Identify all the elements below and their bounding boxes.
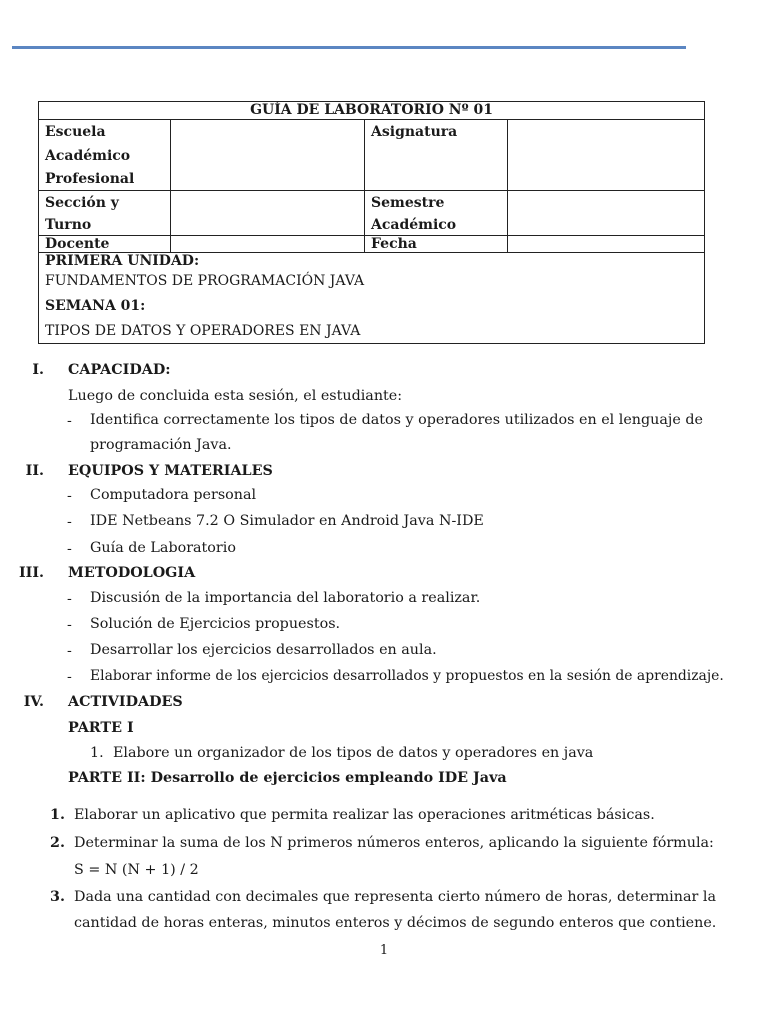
- semestre-value: [508, 191, 705, 236]
- metodologia-item: Desarrollar los ejercicios desarrollados en aula.: [90, 642, 437, 658]
- equipos-item: Computadora personal: [90, 487, 257, 503]
- bullet-dash: -: [67, 413, 72, 429]
- exercise-text: Determinar la suma de los N primeros números enteros, aplicando la siguiente fórmula:: [74, 835, 714, 851]
- unidad-value: FUNDAMENTOS DE PROGRAMACIÓN JAVA: [45, 273, 365, 289]
- semana-label: SEMANA 01:: [45, 298, 146, 314]
- exercise-number: 2.: [50, 835, 65, 851]
- capacidad-item: Identifica correctamente los tipos de datos y operadores utilizados en el lenguaje de: [90, 412, 703, 428]
- lab-guide-header-table: [38, 101, 705, 344]
- section-number: III.: [18, 565, 44, 581]
- parte-1-title: PARTE I: [68, 720, 134, 736]
- seccion-label-line1: Sección y: [45, 195, 119, 211]
- section-title-capacidad: CAPACIDAD:: [68, 362, 171, 378]
- page-number: 1: [379, 943, 389, 958]
- bullet-dash: -: [67, 617, 72, 633]
- exercise-text: Elaborar un aplicativo que permita realizar las operaciones aritméticas básicas.: [74, 807, 655, 823]
- semestre-label-line1: Semestre: [371, 195, 445, 211]
- table-title: GUÍA DE LABORATORIO Nº 01: [39, 102, 705, 120]
- exercise-text-cont: cantidad de horas enteras, minutos enteros y décimos de segundo enteros que contiene.: [74, 915, 717, 931]
- asignatura-label: Asignatura: [365, 120, 508, 191]
- docente-label: Docente: [39, 236, 171, 253]
- section-number: II.: [25, 463, 44, 479]
- exercise-number: 1.: [50, 807, 65, 823]
- semana-value: TIPOS DE DATOS Y OPERADORES EN JAVA: [45, 323, 361, 339]
- bullet-dash: -: [67, 591, 72, 607]
- section-number: I.: [32, 362, 44, 378]
- fecha-value: [508, 236, 705, 253]
- exercise-formula: S = N (N + 1) / 2: [74, 862, 199, 878]
- escuela-label-line1: Escuela: [45, 124, 106, 140]
- escuela-label-line3: Profesional: [45, 171, 135, 187]
- semestre-label-line2: Académico: [371, 217, 457, 233]
- unidad-label: PRIMERA UNIDAD:: [45, 253, 200, 269]
- escuela-label: [39, 120, 171, 191]
- metodologia-item: Discusión de la importancia del laboratorio a realizar.: [90, 590, 481, 606]
- escuela-value: [171, 120, 365, 191]
- bullet-dash: -: [67, 643, 72, 659]
- escuela-label-line2: Académico: [45, 148, 131, 164]
- metodologia-item: Elaborar informe de los ejercicios desarrollados y propuestos en la sesión de aprendizaje.: [90, 668, 724, 684]
- equipos-item: IDE Netbeans 7.2 O Simulador en Android Java N-IDE: [90, 513, 484, 529]
- seccion-value: [171, 191, 365, 236]
- header-rule: [12, 46, 686, 49]
- bullet-dash: -: [67, 514, 72, 530]
- semestre-label: [365, 191, 508, 236]
- parte-1-item: Elabore un organizador de los tipos de datos y operadores en java: [113, 745, 594, 761]
- equipos-item: Guía de Laboratorio: [90, 540, 236, 556]
- bullet-dash: -: [67, 488, 72, 504]
- capacidad-item-cont: programación Java.: [90, 437, 232, 453]
- exercise-text: Dada una cantidad con decimales que representa cierto número de horas, determinar la: [74, 889, 716, 905]
- metodologia-item: Solución de Ejercicios propuestos.: [90, 616, 341, 632]
- section-title-metodologia: METODOLOGIA: [68, 565, 196, 581]
- unit-cell: [39, 253, 705, 344]
- exercise-number: 3.: [50, 889, 65, 905]
- parte-2-title: PARTE II: Desarrollo de ejercicios empleando IDE Java: [68, 770, 507, 786]
- section-number: IV.: [23, 694, 44, 710]
- section-title-equipos: EQUIPOS Y MATERIALES: [68, 463, 273, 479]
- bullet-dash: -: [67, 669, 72, 685]
- bullet-dash: -: [67, 541, 72, 557]
- fecha-label: Fecha: [365, 236, 508, 253]
- parte-1-item-number: 1.: [90, 745, 104, 761]
- docente-value: [171, 236, 365, 253]
- section-title-actividades: ACTIVIDADES: [68, 694, 183, 710]
- seccion-label-line2: Turno: [45, 217, 92, 233]
- asignatura-value: [508, 120, 705, 191]
- seccion-label: [39, 191, 171, 236]
- capacidad-intro: Luego de concluida esta sesión, el estudiante:: [68, 388, 403, 404]
